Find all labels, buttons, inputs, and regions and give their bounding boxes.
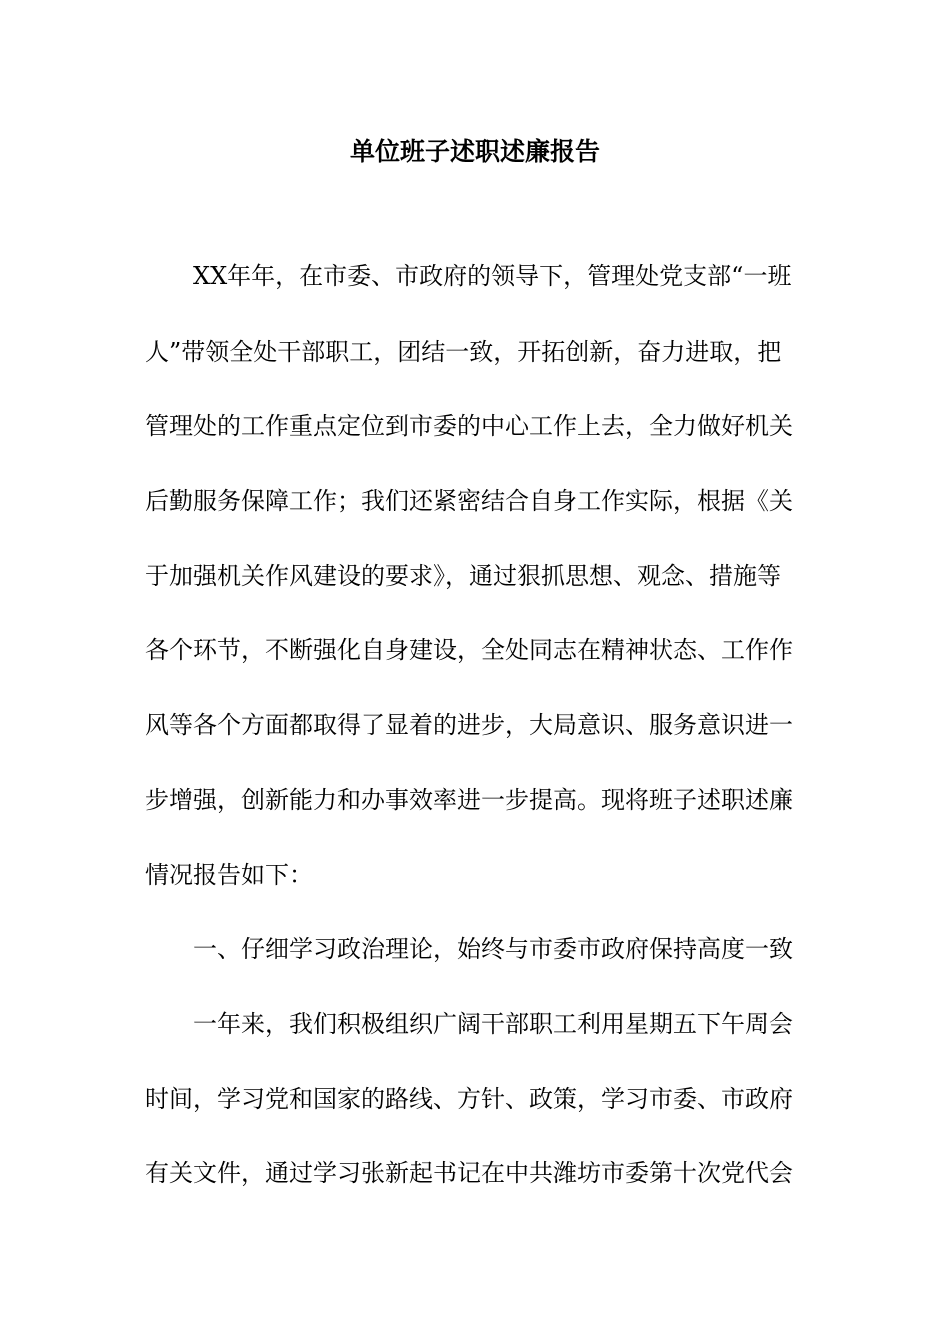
paragraph-line: XX年年，在市委、市政府的领导下，管理处党支部“一班 <box>193 262 792 290</box>
paragraph-line: 人”带领全处干部职工，团结一致，开拓创新，奋力进取，把 <box>145 338 782 366</box>
paragraph-line: 步增强，创新能力和办事效率进一步提高。现将班子述职述廉 <box>145 786 793 814</box>
paragraph-line: 管理处的工作重点定位到市委的中心工作上去，全力做好机关 <box>145 412 793 440</box>
paragraph-line: 有关文件，通过学习张新起书记在中共潍坊市委第十次党代会 <box>145 1159 793 1187</box>
section-heading: 一、仔细学习政治理论，始终与市委市政府保持高度一致 <box>193 935 793 963</box>
paragraph-line: 于加强机关作风建设的要求》，通过狠抓思想、观念、措施等 <box>145 562 781 590</box>
paragraph-line: 各个环节，不断强化自身建设，全处同志在精神状态、工作作 <box>145 636 793 664</box>
paragraph-line: 时间，学习党和国家的路线、方针、政策，学习市委、市政府 <box>145 1085 793 1113</box>
paragraph-line: 一年来，我们积极组织广阔干部职工利用星期五下午周会 <box>193 1010 793 1038</box>
paragraph-line: 后勤服务保障工作；我们还紧密结合自身工作实际，根据《关 <box>145 487 793 515</box>
document-title: 单位班子述职述廉报告 <box>349 137 600 166</box>
paragraph-line: 风等各个方面都取得了显着的进步，大局意识、服务意识进一 <box>145 711 793 739</box>
paragraph-line: 情况报告如下： <box>145 861 313 889</box>
